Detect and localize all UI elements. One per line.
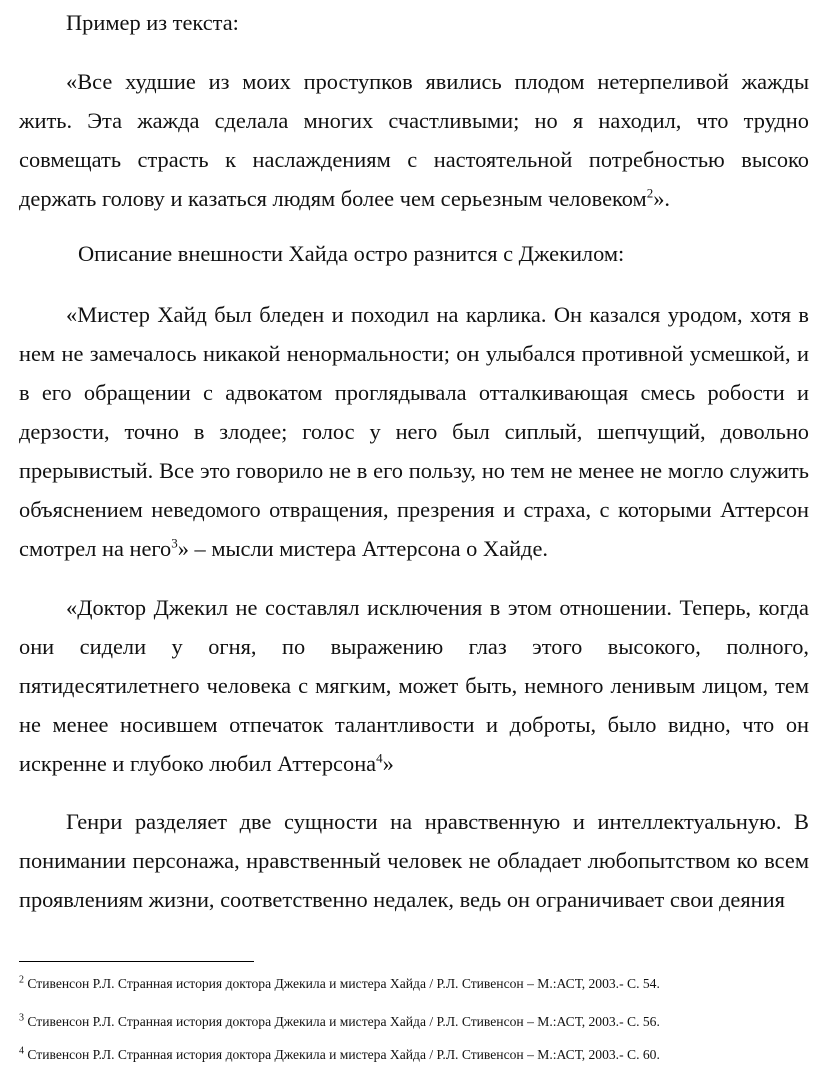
- footnote-text: Стивенсон Р.Л. Странная история доктора Джекила и мистера Хайда / Р.Л. Стивенсон – М.:АСТ, 2003.- С. 60.: [27, 1047, 660, 1062]
- footnote-4: [19, 1046, 809, 1064]
- footnote-ref-4[interactable]: 4: [376, 750, 383, 766]
- paragraph-5: [19, 802, 809, 919]
- heading-text: Пример из текста:: [66, 10, 239, 35]
- paragraph-5-text: Генри разделяет две сущности на нравственную и интеллектуальную. В понимании персонажа, нравственный человек не обладает любопытством ко всем проявлениям жизни, соответственно недалек, ведь он ограничивает свои деяния: [19, 809, 809, 912]
- footnote-divider: [19, 961, 254, 962]
- paragraph-1-text: «Все худшие из моих проступков явились плодом нетерпеливой жажды жить. Эта жажда сделала многих счастливыми; но я находил, что трудно совмещать страсть к наслаждениям с настоятельной потребностью высоко держать голову и казаться людям более чем серьезным человеком: [19, 69, 809, 211]
- paragraph-2-text: Описание внешности Хайда остро разнится с Джекилом:: [78, 241, 625, 266]
- paragraph-2: [19, 234, 809, 273]
- footnote-3: [19, 1013, 809, 1031]
- paragraph-4-text: «Доктор Джекил не составлял исключения в этом отношении. Теперь, когда они сидели у огня, по выражению глаз этого высокого, полного, пятидесятилетнего человека с мягким, может быть, немного ленивым лицом, тем не менее носившем отпечаток талантливости и доброты, было видно, что он искренне и глубоко любил Аттерсона: [19, 595, 809, 776]
- paragraph-4-tail: »: [382, 751, 394, 776]
- paragraph-1-tail: ».: [653, 186, 670, 211]
- paragraph-3-text: «Мистер Хайд был бледен и походил на карлика. Он казался уродом, хотя в нем не замечалось никакой ненормальности; он улыбался противной усмешкой, и в его обращении с адвокатом проглядывала отталкивающая смесь робости и дерзости, точно в злодее; голос у него был сиплый, шепчущий, довольно прерывистый. Все это говорило не в его пользу, но тем не менее не могло служить объяснением неведомого отвращения, презрения и страха, с которыми Аттерсон смотрел на него: [19, 302, 809, 561]
- footnote-ref-2[interactable]: 2: [646, 185, 654, 201]
- footnote-text: Стивенсон Р.Л. Странная история доктора Джекила и мистера Хайда / Р.Л. Стивенсон – М.:АСТ, 2003.- С. 54.: [27, 976, 660, 991]
- paragraph-3-tail: » – мысли мистера Аттерсона о Хайде.: [177, 536, 548, 561]
- footnote-number: 2: [19, 974, 24, 986]
- footnote-2: [19, 975, 809, 993]
- heading-paragraph: [19, 3, 809, 42]
- footnote-ref-3[interactable]: 3: [171, 535, 178, 551]
- paragraph-4: [19, 588, 809, 783]
- footnote-number: 4: [19, 1045, 24, 1057]
- footnote-number: 3: [19, 1012, 24, 1024]
- paragraph-3: [19, 295, 809, 568]
- footnote-text: Стивенсон Р.Л. Странная история доктора Джекила и мистера Хайда / Р.Л. Стивенсон – М.:АСТ, 2003.- С. 56.: [27, 1014, 660, 1029]
- paragraph-1: [19, 62, 809, 218]
